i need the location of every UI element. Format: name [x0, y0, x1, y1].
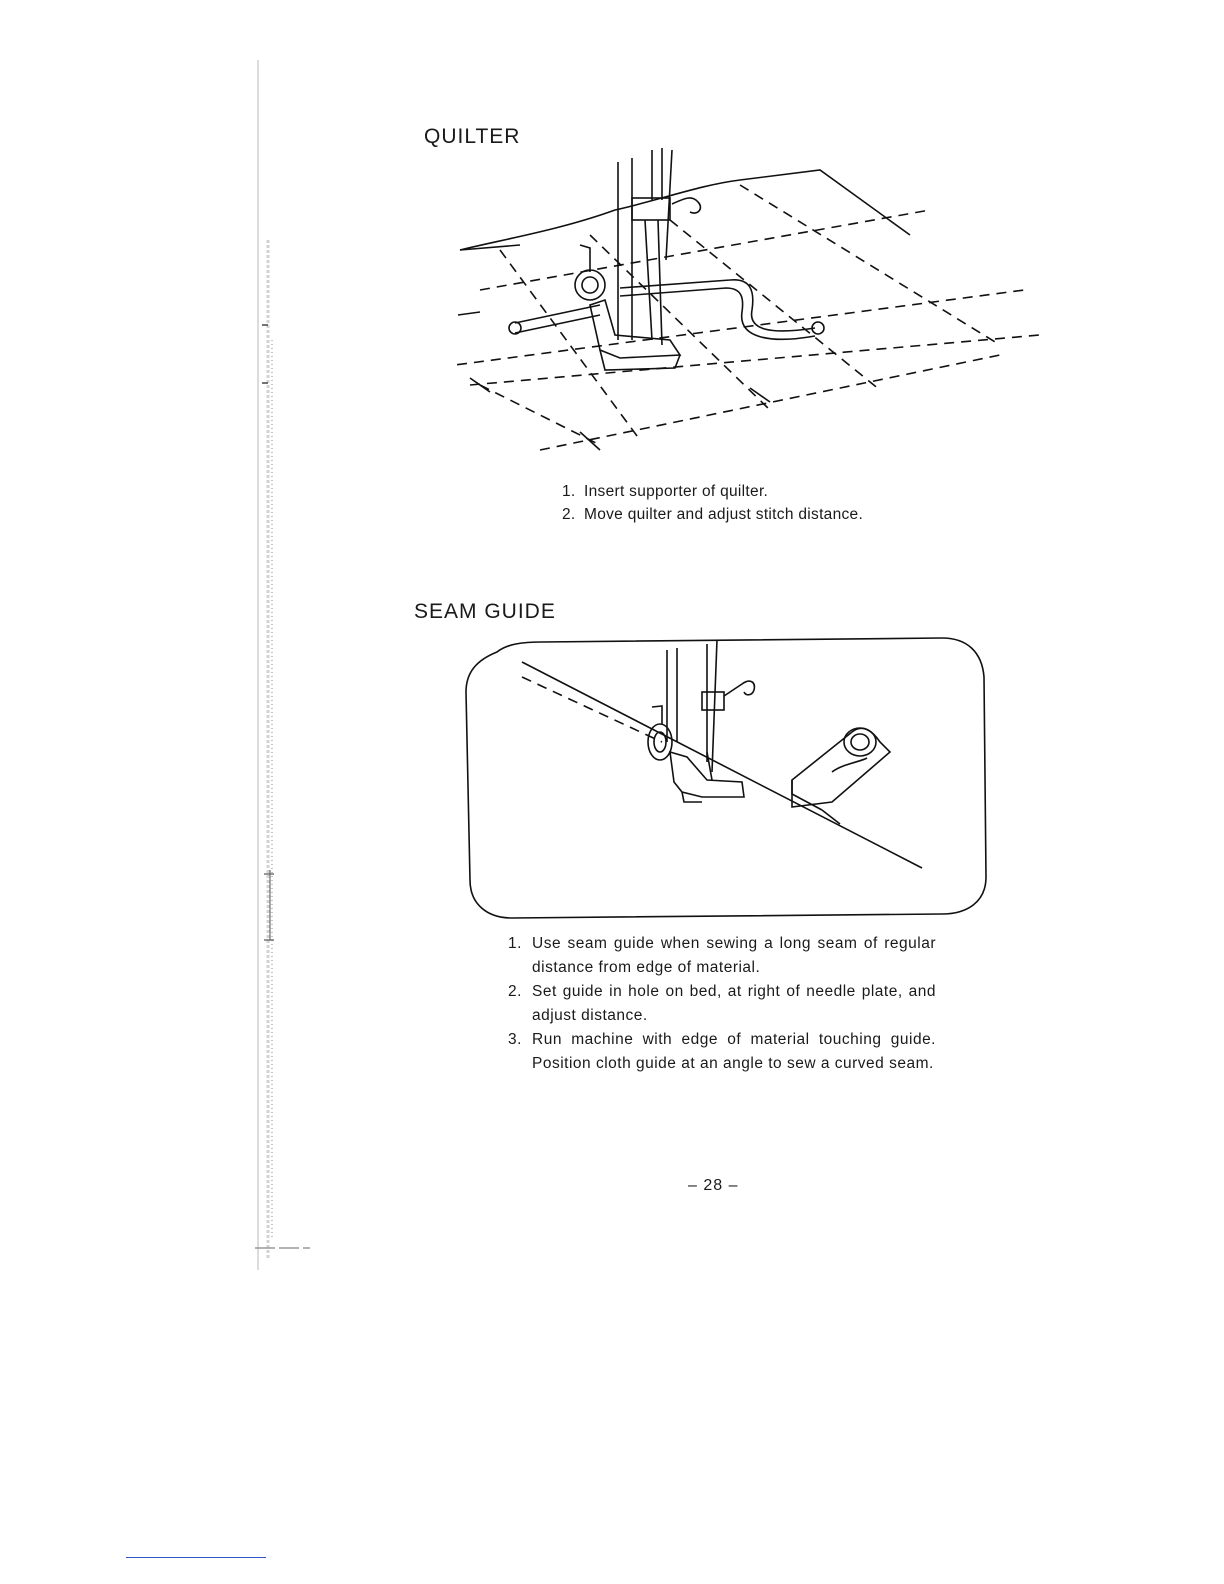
step-text: Set guide in hole on bed, at right of needle plate, and adjust distance.: [532, 983, 936, 1024]
seam-guide-heading: SEAM GUIDE: [414, 600, 556, 623]
quilter-step-1: [562, 480, 922, 503]
step-text: Move quilter and adjust stitch distance.: [584, 506, 864, 523]
seam-step-3: [508, 1028, 936, 1076]
seam-guide-steps: [508, 932, 936, 1076]
step-text: Run machine with edge of material touching guide. Position cloth guide at an angle to sew a curved seam.: [532, 1031, 936, 1072]
seam-step-1: [508, 932, 936, 980]
step-text: Insert supporter of quilter.: [584, 483, 769, 500]
scan-binding-edge: [230, 40, 310, 1340]
step-number: 2.: [508, 983, 522, 1000]
step-text: Use seam guide when sewing a long seam of regular distance from edge of material.: [532, 935, 936, 976]
page-number: – 28 –: [688, 1177, 739, 1194]
quilter-steps: [562, 480, 922, 526]
quilter-heading: QUILTER: [424, 125, 521, 148]
step-number: 1.: [562, 483, 576, 500]
seam-step-2: [508, 980, 936, 1028]
step-number: 1.: [508, 935, 522, 952]
seam-guide-illustration: [462, 632, 992, 922]
step-number: 3.: [508, 1031, 522, 1048]
quilter-step-2: [562, 503, 922, 526]
quilter-illustration: [440, 140, 1040, 480]
footer-rule: [126, 1557, 266, 1558]
step-number: 2.: [562, 506, 576, 523]
